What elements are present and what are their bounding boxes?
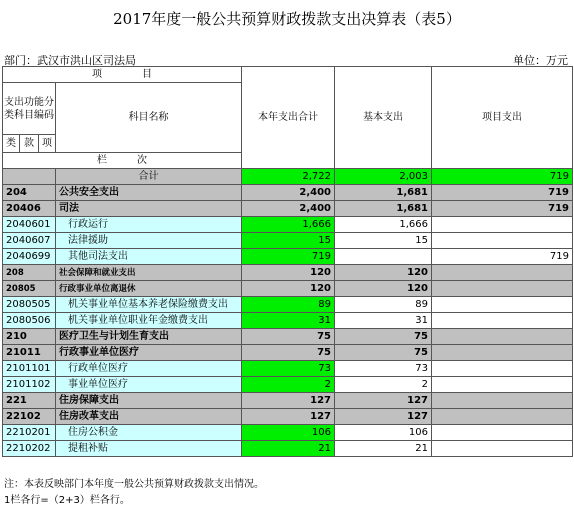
row-project: 719 bbox=[432, 249, 573, 265]
table-row bbox=[3, 425, 573, 441]
table-row bbox=[3, 169, 573, 185]
table-row bbox=[3, 377, 573, 393]
row-name: 合计 bbox=[56, 169, 242, 185]
row-total: 31 bbox=[242, 313, 335, 329]
row-project bbox=[432, 233, 573, 249]
row-basic: 127 bbox=[335, 393, 432, 409]
row-basic: 89 bbox=[335, 297, 432, 313]
row-basic: 120 bbox=[335, 281, 432, 297]
row-total: 2 bbox=[242, 377, 335, 393]
row-name: 机关事业单位职业年金缴费支出 bbox=[56, 313, 242, 329]
row-name: 住房保障支出 bbox=[56, 393, 242, 409]
row-total: 15 bbox=[242, 233, 335, 249]
row-project bbox=[432, 329, 573, 345]
row-code: 2080505 bbox=[3, 297, 56, 313]
report-title: 2017年度一般公共预算财政拨款支出决算表（表5） bbox=[113, 10, 461, 28]
expenditure-table bbox=[2, 66, 573, 457]
row-name: 提租补贴 bbox=[56, 441, 242, 457]
unit-label: 单位：万元 bbox=[513, 54, 568, 67]
row-basic: 31 bbox=[335, 313, 432, 329]
row-project bbox=[432, 441, 573, 457]
row-total: 719 bbox=[242, 249, 335, 265]
table-row bbox=[3, 361, 573, 377]
row-name: 行政单位医疗 bbox=[56, 361, 242, 377]
table-row bbox=[3, 393, 573, 409]
row-project bbox=[432, 265, 573, 281]
row-total: 127 bbox=[242, 409, 335, 425]
xiang-header: 项 bbox=[39, 135, 56, 153]
lanci-header: 栏 次 bbox=[3, 153, 242, 169]
row-project bbox=[432, 313, 573, 329]
row-code: 22102 bbox=[3, 409, 56, 425]
table-row bbox=[3, 185, 573, 201]
footnote-2: 1栏各行=（2+3）栏各行。 bbox=[4, 495, 130, 506]
row-name: 行政运行 bbox=[56, 217, 242, 233]
row-code: 2040699 bbox=[3, 249, 56, 265]
subject-name-header: 科目名称 bbox=[56, 83, 242, 153]
row-basic bbox=[335, 249, 432, 265]
row-code: 2210201 bbox=[3, 425, 56, 441]
row-basic: 2,003 bbox=[335, 169, 432, 185]
row-project: 719 bbox=[432, 185, 573, 201]
row-name: 社会保障和就业支出 bbox=[56, 265, 242, 281]
department-label: 部门：武汉市洪山区司法局 bbox=[4, 54, 136, 67]
row-basic: 1,666 bbox=[335, 217, 432, 233]
row-name: 法律援助 bbox=[56, 233, 242, 249]
row-total: 2,400 bbox=[242, 185, 335, 201]
row-total: 120 bbox=[242, 281, 335, 297]
row-name: 医疗卫生与计划生育支出 bbox=[56, 329, 242, 345]
row-project bbox=[432, 281, 573, 297]
row-name: 机关事业单位基本养老保险缴费支出 bbox=[56, 297, 242, 313]
col-basic-header: 基本支出 bbox=[335, 67, 432, 169]
row-total: 127 bbox=[242, 393, 335, 409]
row-code: 20805 bbox=[3, 281, 56, 297]
row-total: 120 bbox=[242, 265, 335, 281]
row-basic: 120 bbox=[335, 265, 432, 281]
row-project bbox=[432, 297, 573, 313]
row-total: 2,400 bbox=[242, 201, 335, 217]
row-code bbox=[3, 169, 56, 185]
func-code-header: 支出功能分类科目编码 bbox=[3, 83, 56, 135]
row-project bbox=[432, 409, 573, 425]
row-code: 221 bbox=[3, 393, 56, 409]
row-basic: 1,681 bbox=[335, 201, 432, 217]
table-row bbox=[3, 313, 573, 329]
table-row bbox=[3, 297, 573, 313]
kuan-header: 款 bbox=[20, 135, 39, 153]
row-total: 89 bbox=[242, 297, 335, 313]
table-row bbox=[3, 329, 573, 345]
row-name: 事业单位医疗 bbox=[56, 377, 242, 393]
row-basic: 127 bbox=[335, 409, 432, 425]
row-project bbox=[432, 425, 573, 441]
table-row bbox=[3, 281, 573, 297]
row-code: 2101102 bbox=[3, 377, 56, 393]
row-basic: 1,681 bbox=[335, 185, 432, 201]
row-code: 2040601 bbox=[3, 217, 56, 233]
table-row bbox=[3, 217, 573, 233]
row-total: 75 bbox=[242, 329, 335, 345]
row-name: 其他司法支出 bbox=[56, 249, 242, 265]
row-project bbox=[432, 393, 573, 409]
row-total: 21 bbox=[242, 441, 335, 457]
row-basic: 73 bbox=[335, 361, 432, 377]
table-row bbox=[3, 201, 573, 217]
row-total: 73 bbox=[242, 361, 335, 377]
row-code: 208 bbox=[3, 265, 56, 281]
table-row bbox=[3, 345, 573, 361]
row-code: 210 bbox=[3, 329, 56, 345]
row-name: 司法 bbox=[56, 201, 242, 217]
row-project bbox=[432, 217, 573, 233]
row-basic: 21 bbox=[335, 441, 432, 457]
row-basic: 75 bbox=[335, 345, 432, 361]
row-project bbox=[432, 377, 573, 393]
row-code: 2210202 bbox=[3, 441, 56, 457]
row-code: 20406 bbox=[3, 201, 56, 217]
table-row bbox=[3, 441, 573, 457]
row-project: 719 bbox=[432, 201, 573, 217]
row-total: 1,666 bbox=[242, 217, 335, 233]
row-name: 住房改革支出 bbox=[56, 409, 242, 425]
footnote-1: 注：本表反映部门本年度一般公共预算财政拨款支出情况。 bbox=[4, 479, 264, 490]
row-code: 204 bbox=[3, 185, 56, 201]
row-name: 住房公积金 bbox=[56, 425, 242, 441]
row-basic: 106 bbox=[335, 425, 432, 441]
row-project bbox=[432, 361, 573, 377]
row-code: 21011 bbox=[3, 345, 56, 361]
row-total: 106 bbox=[242, 425, 335, 441]
table-row bbox=[3, 249, 573, 265]
col-total-header: 本年支出合计 bbox=[242, 67, 335, 169]
row-project bbox=[432, 345, 573, 361]
row-name: 行政事业单位离退休 bbox=[56, 281, 242, 297]
lei-header: 类 bbox=[3, 135, 20, 153]
row-basic: 2 bbox=[335, 377, 432, 393]
row-project: 719 bbox=[432, 169, 573, 185]
table-row bbox=[3, 265, 573, 281]
row-name: 行政事业单位医疗 bbox=[56, 345, 242, 361]
row-total: 2,722 bbox=[242, 169, 335, 185]
item-group-header: 项 目 bbox=[3, 67, 242, 83]
col-project-header: 项目支出 bbox=[432, 67, 573, 169]
row-name: 公共安全支出 bbox=[56, 185, 242, 201]
row-basic: 75 bbox=[335, 329, 432, 345]
row-basic: 15 bbox=[335, 233, 432, 249]
row-code: 2040607 bbox=[3, 233, 56, 249]
table-row bbox=[3, 233, 573, 249]
row-code: 2101101 bbox=[3, 361, 56, 377]
table-row bbox=[3, 409, 573, 425]
row-total: 75 bbox=[242, 345, 335, 361]
row-code: 2080506 bbox=[3, 313, 56, 329]
